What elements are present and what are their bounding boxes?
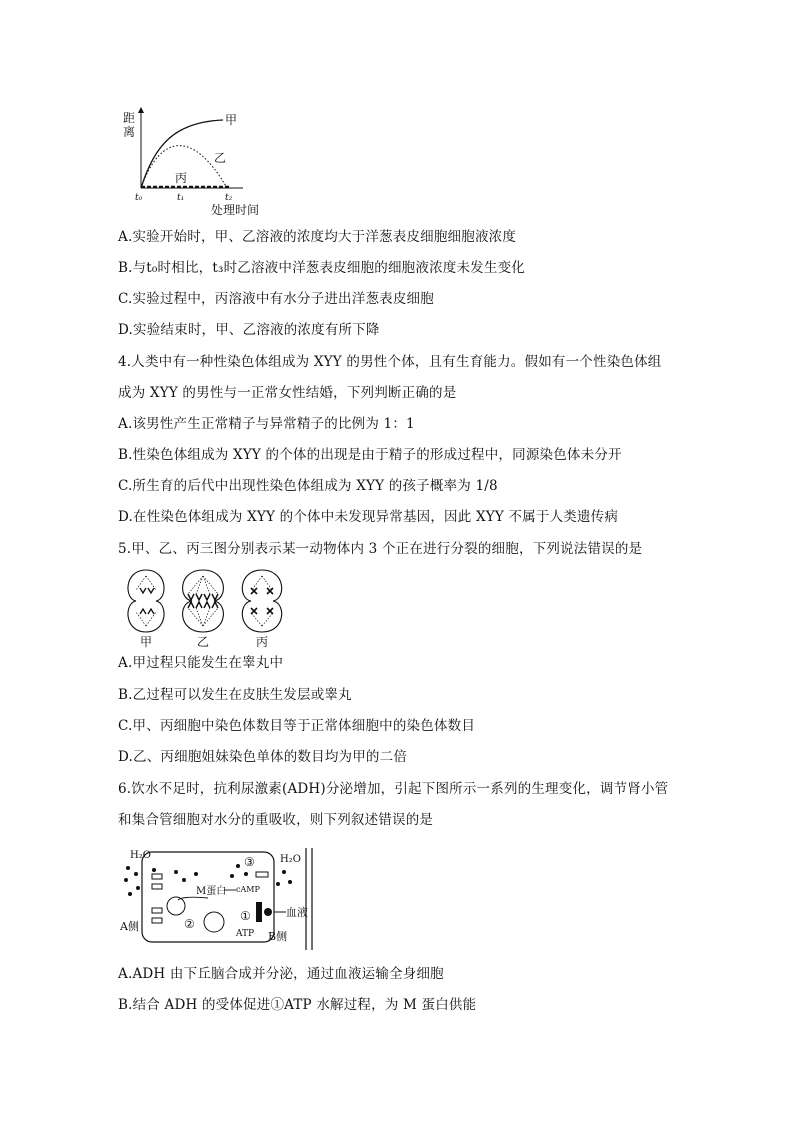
q4-option-a: A.该男性产生正常精子与异常精子的比例为 1：1 — [118, 416, 415, 432]
q4-stem-line1: 4.人类中有一种性染色体组成为 XYY 的男性个体，且有生育能力。假如有一个性染色体组 — [118, 354, 662, 370]
cell-bing — [242, 570, 281, 632]
y-axis-label-char1: 距 — [123, 111, 136, 125]
cell-yi — [183, 570, 224, 632]
q3-option-d: D.实验结束时，甲、乙溶液的浓度有所下降 — [118, 322, 380, 338]
cell-label-yi: 乙 — [197, 635, 210, 648]
cell-label-bing: 丙 — [256, 635, 269, 648]
blood-label: 血液 — [286, 906, 308, 919]
cell-label-jia: 甲 — [140, 635, 153, 648]
cell-division-figure — [118, 566, 288, 648]
q5-stem: 5.甲、乙、丙三图分别表示某一动物体内 3 个正在进行分裂的细胞，下列说法错误的是 — [118, 541, 643, 557]
q5-option-c: C.甲、丙细胞中染色体数目等于正常体细胞中的染色体数目 — [118, 718, 476, 734]
series-label-bing: 丙 — [175, 171, 188, 185]
x-axis-label: 处理时间 — [211, 203, 260, 217]
series-label-jia: 甲 — [225, 113, 238, 127]
h2o-right-label: H₂O — [280, 854, 301, 865]
side-b-label: B侧 — [268, 930, 288, 943]
q3-option-a: A.实验开始时，甲、乙溶液的浓度均大于洋葱表皮细胞细胞液浓度 — [118, 229, 517, 245]
q6-option-b: B.结合 ADH 的受体促进①ATP 水解过程，为 M 蛋白供能 — [118, 997, 477, 1013]
q4-option-c: C.所生育的后代中出现性染色体组成为 XYY 的孩子概率为 1/8 — [118, 478, 498, 494]
q4-stem-line2: 成为 XYY 的男性与一正常女性结婚，下列判断正确的是 — [118, 385, 457, 401]
adh-receptor — [256, 902, 262, 922]
q4-option-b: B.性染色体组成为 XYY 的个体的出现是由于精子的形成过程中，同源染色体未分开 — [118, 447, 622, 463]
vesicle-2 — [204, 912, 224, 932]
y-axis-label-char2: 离 — [123, 125, 136, 139]
step-2-marker: ② — [184, 917, 195, 931]
tick-t0: t₀ — [135, 193, 143, 203]
vesicle-1 — [167, 897, 185, 915]
step-3-marker: ③ — [244, 855, 255, 869]
q3-option-c: C.实验过程中，丙溶液中有水分子进出洋葱表皮细胞 — [118, 291, 434, 307]
atp-label: ATP — [236, 929, 255, 939]
q5-option-b: B.乙过程可以发生在皮肤生发层或睾丸 — [118, 687, 352, 703]
q5-option-d: D.乙、丙细胞姐妹染色单体的数目均为甲的二倍 — [118, 749, 408, 765]
q4-option-d: D.在性染色体组成为 XYY 的个体中未发现异常基因，因此 XYY 不属于人类遗传病 — [118, 509, 619, 525]
cell-jia — [128, 570, 164, 632]
tick-t2: t₂ — [225, 193, 233, 203]
h2o-left-label: H₂O — [130, 850, 151, 861]
y-axis-arrow — [138, 107, 144, 113]
step-1-marker: ① — [240, 909, 251, 923]
side-a-label: A侧 — [120, 920, 139, 933]
camp-label: cAMP — [236, 885, 260, 894]
m-protein-label: M蛋白 — [196, 886, 227, 897]
series-label-yi: 乙 — [214, 151, 227, 165]
distance-time-figure — [115, 104, 265, 219]
adh-molecule — [264, 908, 272, 916]
q3-option-b: B.与t₀时相比，t₃时乙溶液中洋葱表皮细胞的细胞液浓度未发生变化 — [118, 260, 525, 276]
q5-option-a: A.甲过程只能发生在睾丸中 — [118, 655, 284, 671]
adh-mechanism-figure — [118, 844, 332, 954]
q6-option-a: A.ADH 由下丘脑合成并分泌，通过血液运输全身细胞 — [118, 966, 444, 982]
q6-stem-line2: 和集合管细胞对水分的重吸收，则下列叙述错误的是 — [118, 812, 434, 828]
q6-stem-line1: 6.饮水不足时，抗利尿激素(ADH)分泌增加，引起下图所示一系列的生理变化，调节肾小管 — [118, 781, 669, 797]
tick-t1: t₁ — [177, 193, 185, 203]
